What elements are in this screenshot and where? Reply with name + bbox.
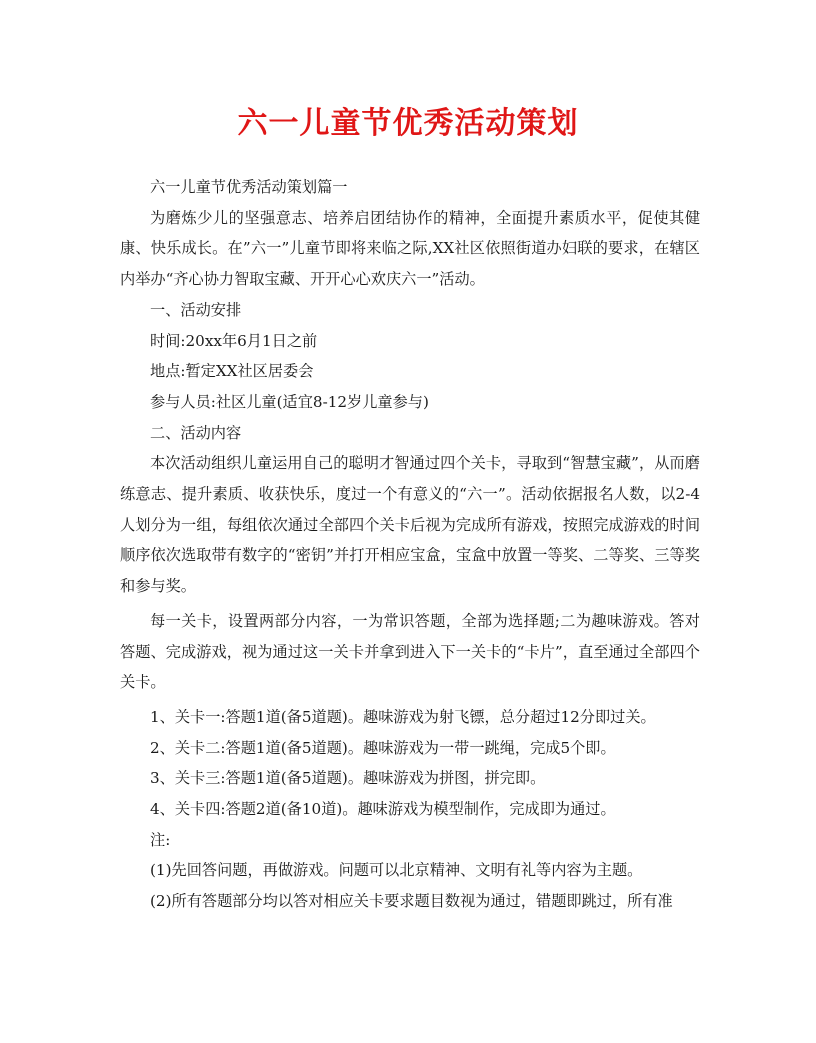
note-item: (1)先回答问题，再做游戏。问题可以北京精神、文明有礼等内容为主题。 — [150, 861, 643, 880]
note-item: (2)所有答题部分均以答对相应关卡要求题目数视为通过，错题即跳过，所有准 — [150, 892, 673, 911]
paragraph: 本次活动组织儿童运用自己的聪明才智通过四个关卡，寻取到“智慧宝藏”，从而磨练意志、提升素质、收获快乐，度过一个有意义的“六一”。活动依据报名人数，以2-4人划分为一组，每组依次通过全部四个关卡后视为完成所有游戏，按照完成游戏的时间顺序依次选取带有数字的“密钥”并打开相应宝盒，宝盒中放置一等奖、二等奖、三等奖和参与奖。 — [120, 454, 700, 596]
document-title: 六一儿童节优秀活动策划 — [237, 106, 579, 141]
paragraph: 时间:20xx年6月1日之前 — [150, 331, 318, 350]
paragraph: 参与人员:社区儿童(适宜8-12岁儿童参与) — [150, 392, 429, 411]
section-heading: 六一儿童节优秀活动策划篇一 — [150, 178, 348, 196]
document-body — [120, 172, 700, 917]
list-item: 2、关卡二:答题1道(备5道题)。趣味游戏为一带一跳绳，完成5个即。 — [150, 738, 616, 757]
section-heading: 一、活动安排 — [150, 300, 242, 319]
paragraph: 为磨炼少儿的坚强意志、培养启团结协作的精神，全面提升素质水平，促使其健康、快乐成长。在”六一”儿童节即将来临之际,XX社区依照街道办妇联的要求，在辖区内举办“齐心协力智取宝藏、开开心心欢庆六一”活动。 — [120, 208, 700, 289]
section-heading: 二、活动内容 — [150, 423, 242, 442]
list-item: 4、关卡四:答题2道(备10道)。趣味游戏为模型制作，完成即为通过。 — [150, 800, 616, 819]
list-item: 1、关卡一:答题1道(备5道题)。趣味游戏为射飞镖，总分超过12分即过关。 — [150, 707, 656, 726]
paragraph: 地点:暂定XX社区居委会 — [150, 362, 314, 381]
list-item: 3、关卡三:答题1道(备5道题)。趣味游戏为拼图，拼完即。 — [150, 769, 546, 788]
paragraph: 每一关卡，设置两部分内容，一为常识答题，全部为选择题;二为趣味游戏。答对答题、完成游戏，视为通过这一关卡并拿到进入下一关卡的“卡片”，直至通过全部四个关卡。 — [120, 611, 700, 692]
note-heading: 注: — [150, 830, 171, 849]
